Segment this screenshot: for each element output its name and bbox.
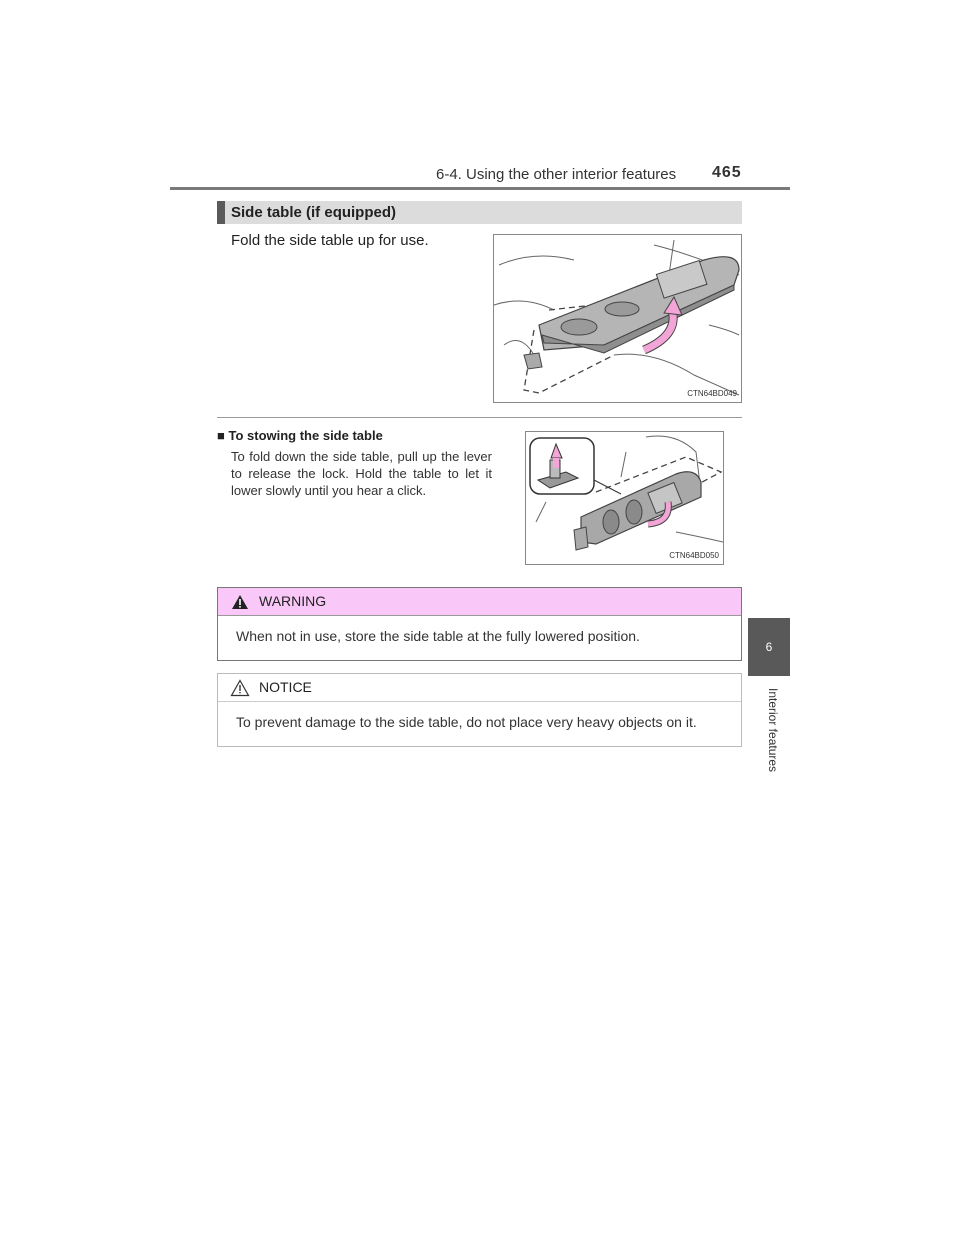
warning-box [217,587,742,661]
subsection-paragraph: To fold down the side table, pull up the lever to release the lock. Hold the table to let it lower slowly until you hear a click. [231,449,492,498]
warning-header [218,588,741,616]
warning-text: When not in use, store the side table at the fully lowered position. [236,628,640,644]
subsection-heading-text: To stowing the side table [228,428,383,443]
section-title-band [217,201,742,224]
square-bullet-icon: ■ [217,428,225,443]
chapter-label: Interior features [766,688,780,773]
chapter-tab: 6 [748,618,790,676]
figure-side-table-stow [525,431,724,565]
section-title: Side table (if equipped) [231,204,397,221]
warning-title: WARNING [259,593,327,609]
subsection-rule [217,417,742,418]
illustration-side-table-fold-up [494,235,741,402]
figure2-code: CTN64BD050 [669,551,719,560]
notice-header [218,674,741,702]
notice-triangle-outline-icon [230,679,250,697]
warning-triangle-icon [231,594,249,610]
figure1-code: CTN64BD049 [687,389,737,398]
subsection-heading [217,428,383,443]
illustration-side-table-stow [526,432,723,564]
notice-text: To prevent damage to the side table, do not place very heavy objects on it. [236,714,697,730]
intro-text: Fold the side table up for use. [231,232,429,249]
section-running-head: 6-4. Using the other interior features [436,166,677,183]
notice-title: NOTICE [259,679,312,695]
figure-side-table-up [493,234,742,403]
notice-box [217,673,742,747]
page-number: 465 [712,164,742,181]
header-rule [170,187,790,190]
